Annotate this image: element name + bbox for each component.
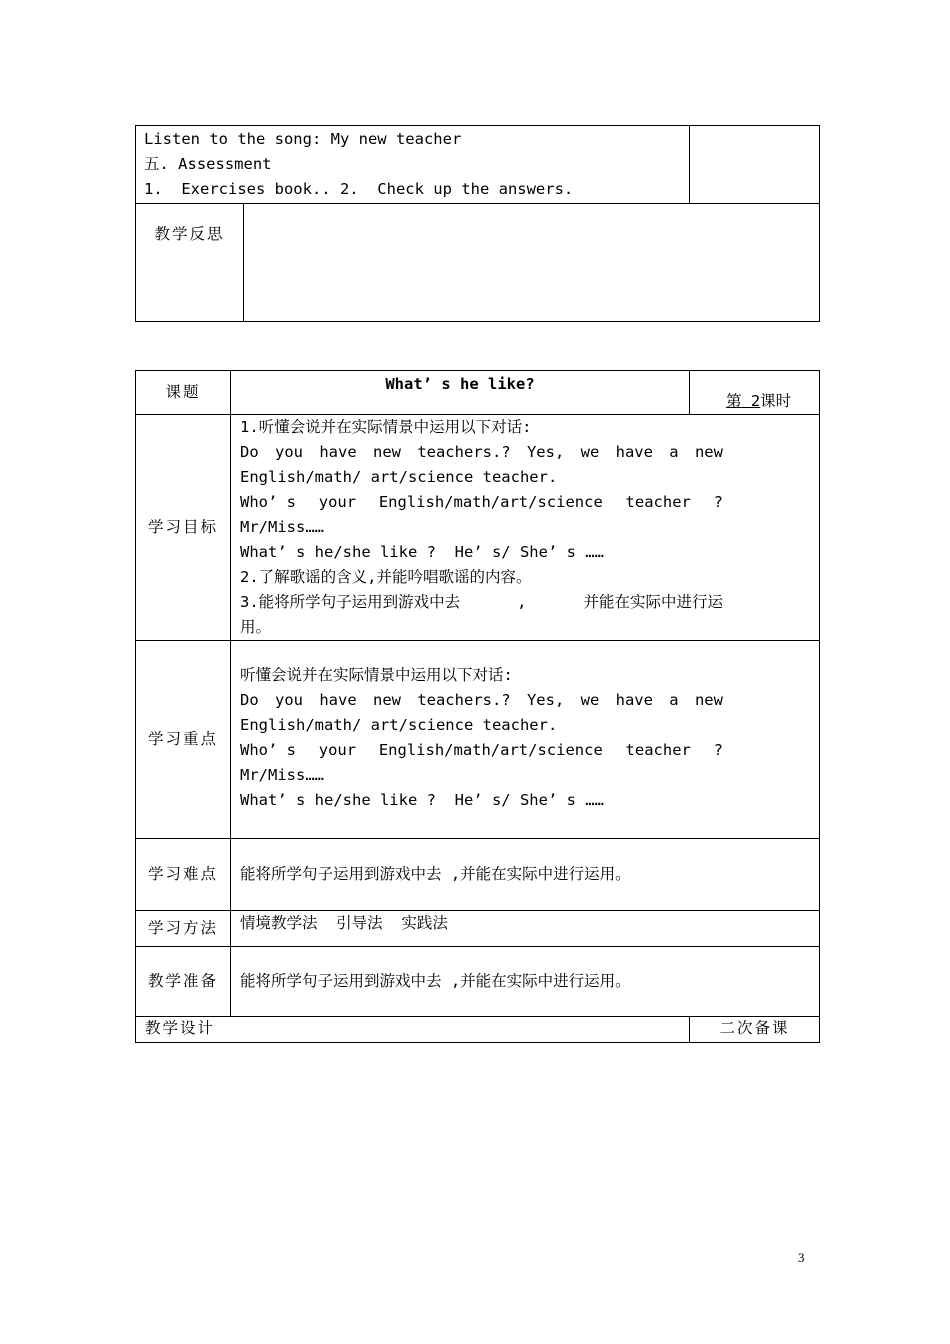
difficulty-content: 能将所学句子运用到游戏中去 ,并能在实际中进行运用。 xyxy=(231,839,820,911)
objective-line: 1.听懂会说并在实际情景中运用以下对话: xyxy=(240,418,532,436)
objectives-content xyxy=(231,415,820,641)
key-points-content xyxy=(231,641,820,839)
key-point-line: Mr/Miss…… xyxy=(240,766,324,784)
period-unit: 课时 xyxy=(760,392,792,410)
key-point-line: Who’ s your English/math/art/science teacher ? xyxy=(240,741,723,759)
key-point-line: English/math/ art/science teacher. xyxy=(240,716,558,734)
design-label: 教学设计 xyxy=(136,1017,690,1043)
preparation-label: 教学准备 xyxy=(136,947,231,1017)
exercises-line: 1. Exercises book.. 2. Check up the answers. xyxy=(144,180,574,198)
objective-line: 3.能将所学句子运用到游戏中去 , 并能在实际中进行运 xyxy=(240,593,723,611)
lesson-plan-table xyxy=(135,370,820,1043)
reflection-content xyxy=(244,204,820,322)
objective-line: 2.了解歌谣的含义,并能吟唱歌谣的内容。 xyxy=(240,568,532,586)
objective-line: Who’ s your English/math/art/science teacher ? xyxy=(240,493,723,511)
period-number: 第 2 xyxy=(726,392,761,410)
assessment-heading: 五. Assessment xyxy=(144,155,272,173)
preparation-content: 能将所学句子运用到游戏中去 ,并能在实际中进行运用。 xyxy=(231,947,820,1017)
method-content: 情境教学法 引导法 实践法 xyxy=(231,911,820,947)
key-point-line: Do you have new teachers.? Yes, we have a new xyxy=(240,691,723,709)
key-point-line: What’ s he/she like ? He’ s/ She’ s …… xyxy=(240,791,604,809)
activity-cell xyxy=(136,126,690,204)
method-label: 学习方法 xyxy=(136,911,231,947)
topic-label: 课题 xyxy=(136,371,231,415)
notes-cell xyxy=(690,126,820,204)
objective-line: 用。 xyxy=(240,618,272,636)
objective-line: Do you have new teachers.? Yes, we have a new xyxy=(240,443,723,461)
key-point-line: 听懂会说并在实际情景中运用以下对话: xyxy=(240,666,513,684)
key-points-label: 学习重点 xyxy=(136,641,231,839)
objective-line: What’ s he/she like ? He’ s/ She’ s …… xyxy=(240,543,604,561)
objective-line: Mr/Miss…… xyxy=(240,518,324,536)
song-line: Listen to the song: My new teacher xyxy=(144,130,462,148)
reflection-label: 教学反思 xyxy=(136,204,244,322)
second-prep-label: 二次备课 xyxy=(690,1017,820,1043)
objectives-label: 学习目标 xyxy=(136,415,231,641)
difficulty-label: 学习难点 xyxy=(136,839,231,911)
objective-line: English/math/ art/science teacher. xyxy=(240,468,558,486)
activity-table xyxy=(135,125,820,322)
page-number: 3 xyxy=(798,1250,805,1265)
period-cell xyxy=(690,371,820,415)
lesson-title: What’ s he like? xyxy=(231,371,690,415)
